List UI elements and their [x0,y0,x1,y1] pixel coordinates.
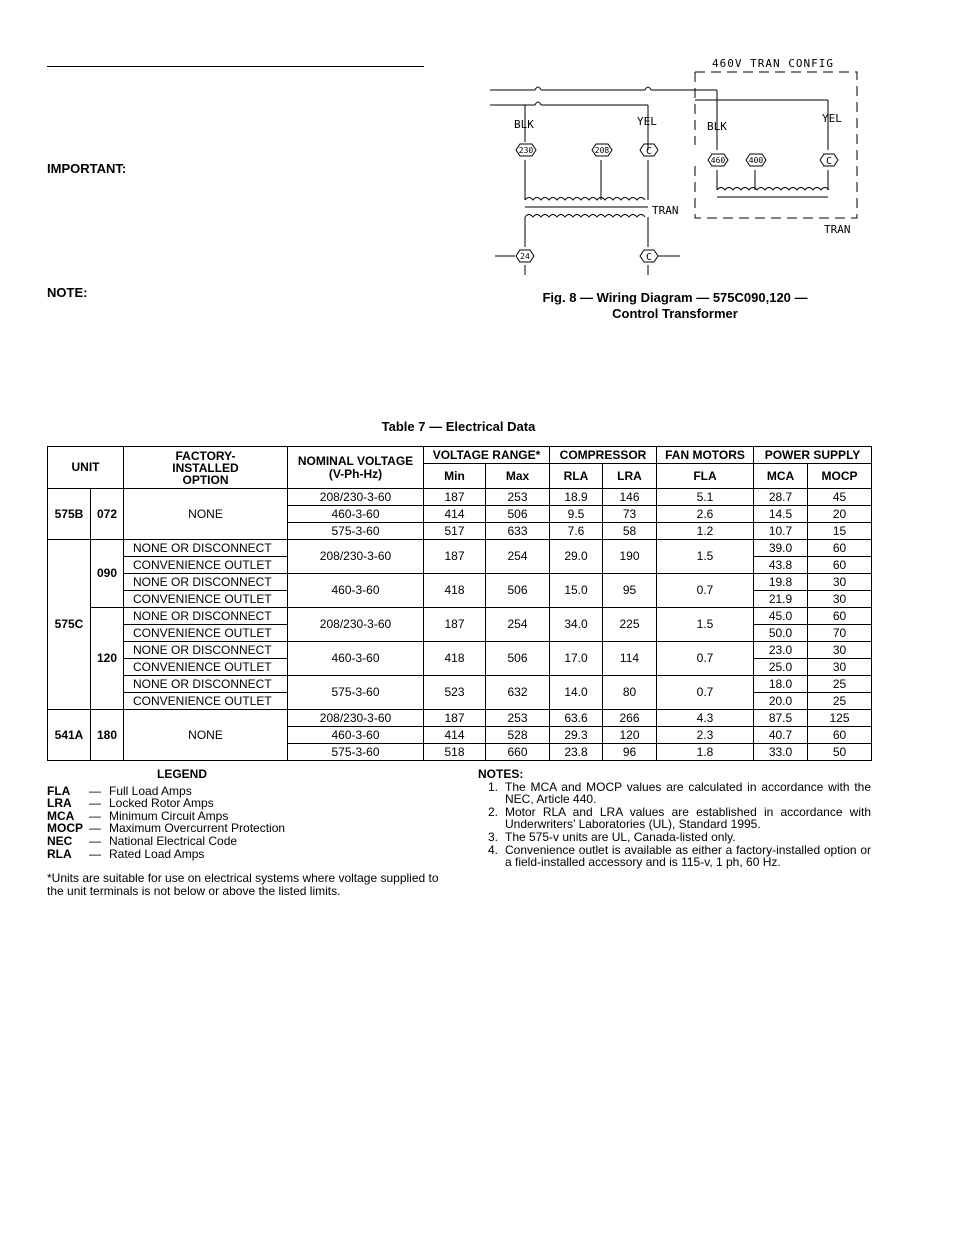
table-row: 541A 180 NONE 208/230-3-60 187 253 63.6 266 4.3 87.5 125 [48,710,872,727]
header-mocp: MOCP [808,464,872,489]
notes-title: NOTES: [478,767,524,781]
notes [478,768,871,869]
legend-item: FLA — Full Load Amps [47,783,192,798]
note-item: 1. The MCA and MOCP values are calculated in accordance with the NEC, Article 440. [488,779,871,807]
table-row: 575-3-60 517 633 7.6 58 1.2 10.7 15 [48,523,872,540]
table-row: 575C 090 NONE OR DISCONNECT 208/230-3-60 187 254 29.0 190 1.5 39.0 60 [48,540,872,557]
label-230: 230 [518,146,534,155]
tran-label-left: TRAN [652,204,679,217]
legend-item: MCA — Minimum Circuit Amps [47,808,229,823]
electrical-data-table [47,446,872,761]
table-row: 460-3-60 414 506 9.5 73 2.6 14.5 20 [48,506,872,523]
legend-title: LEGEND [156,767,207,781]
label-c-secondary: C [645,252,653,263]
note-item: 2. Motor RLA and LRA values are established in accordance with Underwriters’ Laboratories (UL), Standard 1995. [488,804,871,832]
table-row: 460-3-60 414 528 29.3 120 2.3 40.7 60 [48,727,872,744]
legend-item: MOCP — Maximum Overcurrent Protection [47,821,286,836]
header-mca: MCA [754,464,808,489]
label-460: 460 [710,156,726,165]
header-fan-motors: FAN MOTORS [657,447,754,464]
tran-label-right: TRAN [824,223,851,236]
legend-item: LRA — Locked Rotor Amps [47,796,214,811]
label-c-primary: C [645,146,653,157]
header-nominal: NOMINAL VOLTAGE (V-Ph-Hz) [288,447,424,489]
header-unit: UNIT [48,447,124,489]
header-power-supply: POWER SUPPLY [754,447,872,464]
label-208: 208 [594,146,610,155]
table-row: 120 NONE OR DISCONNECT 208/230-3-60 187 254 34.0 225 1.5 45.0 60 [48,608,872,625]
config-box-right [695,72,857,218]
blk-label-right: BLK [707,120,727,133]
note-item: 3. The 575-v units are UL, Canada-listed only. [488,829,736,844]
legend [47,768,447,860]
table-footnote: *Units are suitable for use on electrical systems where voltage supplied to the unit terminals is not below or above the listed limits. [47,871,439,898]
table-row: NONE OR DISCONNECT 460-3-60 418 506 17.0 114 0.7 23.0 30 [48,642,872,659]
label-c-config: C [825,156,833,167]
note-item: 4. Convenience outlet is available as either a factory-installed option or a field-installed accessory and is 115-v, 1 ph, 60 Hz. [488,842,871,870]
blk-label-left: BLK [514,118,534,131]
header-lra: LRA [603,464,657,489]
table-row: CONVENIENCE OUTLET 50.0 70 [48,625,872,642]
table-row: CONVENIENCE OUTLET 21.9 30 [48,591,872,608]
wiring-diagram [480,50,880,275]
legend-item: NEC — National Electrical Code [47,833,238,848]
label-400: 400 [748,156,764,165]
figure-caption: Fig. 8 — Wiring Diagram — 575C090,120 — Control Transformer [542,290,808,321]
yel-label-left: YEL [637,115,657,128]
header-rla: RLA [550,464,603,489]
top-rule [47,66,424,67]
note-label: NOTE: [47,285,88,300]
table-row: NONE OR DISCONNECT 460-3-60 418 506 15.0 95 0.7 19.8 30 [48,574,872,591]
important-label: IMPORTANT: [47,161,127,176]
table-row: 575-3-60 518 660 23.8 96 1.8 33.0 50 [48,744,872,761]
header-voltage-range: VOLTAGE RANGE* [424,447,550,464]
table-row: 575B 072 NONE 208/230-3-60 187 253 18.9 146 5.1 28.7 45 [48,489,872,506]
label-24: 24 [520,252,530,261]
table-row: NONE OR DISCONNECT 575-3-60 523 632 14.0 80 0.7 18.0 25 [48,676,872,693]
yel-label-right: YEL [822,112,842,125]
header-fla: FLA [657,464,754,489]
header-min: Min [424,464,486,489]
legend-item: RLA — Rated Load Amps [47,846,205,861]
header-compressor: COMPRESSOR [550,447,657,464]
table-title: Table 7 — Electrical Data [381,419,536,434]
config-label: 460V TRAN CONFIG [712,57,834,70]
header-option: FACTORY- INSTALLED OPTION [124,447,288,489]
table-row: CONVENIENCE OUTLET 20.0 25 [48,693,872,710]
header-max: Max [486,464,550,489]
table-row: CONVENIENCE OUTLET 43.8 60 [48,557,872,574]
table-row: CONVENIENCE OUTLET 25.0 30 [48,659,872,676]
